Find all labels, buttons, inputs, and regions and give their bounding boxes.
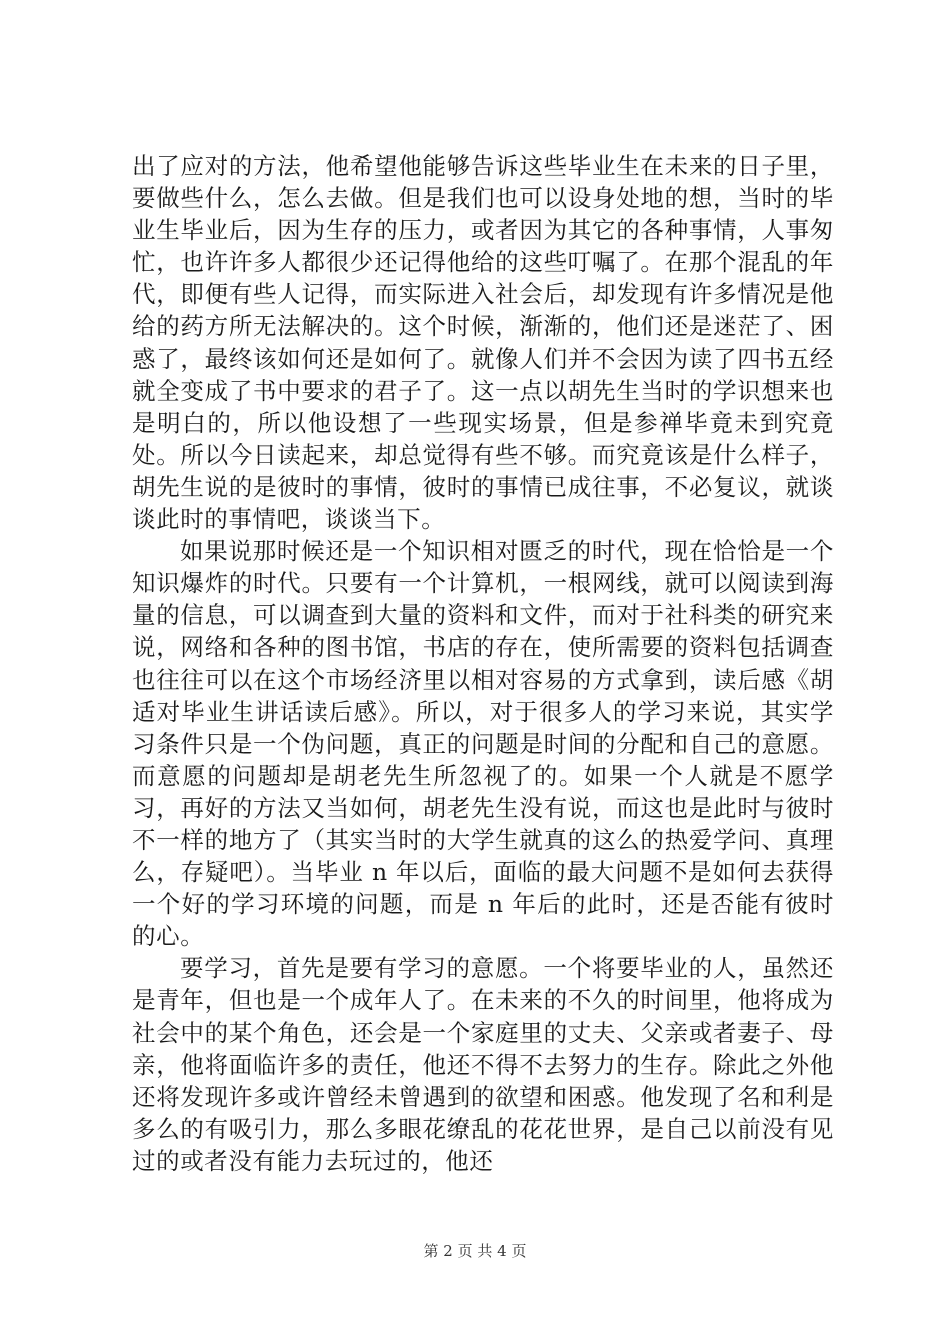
document-body — [132, 150, 834, 1177]
page-footer: 第 2 页 共 4 页 — [423, 1242, 527, 1260]
paragraph-1: 出了应对的方法，他希望他能够告诉这些毕业生在未来的日子里，要做些什么，怎么去做。但是我们也可以设身处地的想，当时的毕业生毕业后，因为生存的压力，或者因为其它的各种事情，人事匆忙，也许许多人都很少还记得他给的这些叮嘱了。在那个混乱的年代，即便有些人记得，而实际进入社会后，却发现有许多情况是他给的药方所无法解决的。这个时候，渐渐的，他们还是迷茫了、困惑了，最终该如何还是如何了。就像人们并不会因为读了四书五经就全变成了书中要求的君子了。这一点以胡先生当时的学识想来也是明白的，所以他设想了一些现实场景，但是参禅毕竟未到究竟处。所以今日读起来，却总觉得有些不够。而究竟该是什么样子，胡先生说的是彼时的事情，彼时的事情已成往事，不必复议，就谈谈此时的事情吧，谈谈当下。 — [132, 152, 834, 534]
paragraph-3: 要学习，首先是要有学习的意愿。一个将要毕业的人，虽然还是青年，但也是一个成年人了。在未来的不久的时间里，他将成为社会中的某个角色，还会是一个家庭里的丈夫、父亲或者妻子、母亲，他将面临许多的责任，他还不得不去努力的生存。除此之外他还将发现许多或许曾经未曾遇到的欲望和困惑。他发现了名和利是多么的有吸引力，那么多眼花缭乱的花花世界，是自己以前没有见过的或者没有能力去玩过的，他还 — [132, 954, 834, 1175]
paragraph-2: 如果说那时候还是一个知识相对匮乏的时代，现在恰恰是一个知识爆炸的时代。只要有一个计算机，一根网线，就可以阅读到海量的信息，可以调查到大量的资料和文件，而对于社科类的研究来说，网络和各种的图书馆，书店的存在，使所需要的资料包括调查也往往可以在这个市场经济里以相对容易的方式拿到，读后感《胡适对毕业生讲话读后感》。所以，对于很多人的学习来说，其实学习条件只是一个伪问题，真正的问题是时间的分配和自己的意愿。而意愿的问题却是胡老先生所忽视了的。如果一个人就是不愿学习，再好的方法又当如何，胡老先生没有说，而这也是此时与彼时不一样的地方了（其实当时的大学生就真的这么的热爱学问、真理么，存疑吧）。当毕业 n 年以后，面临的最大问题不是如何去获得一个好的学习环境的问题，而是 n 年后的此时，还是否能有彼时的心。 — [132, 537, 834, 951]
